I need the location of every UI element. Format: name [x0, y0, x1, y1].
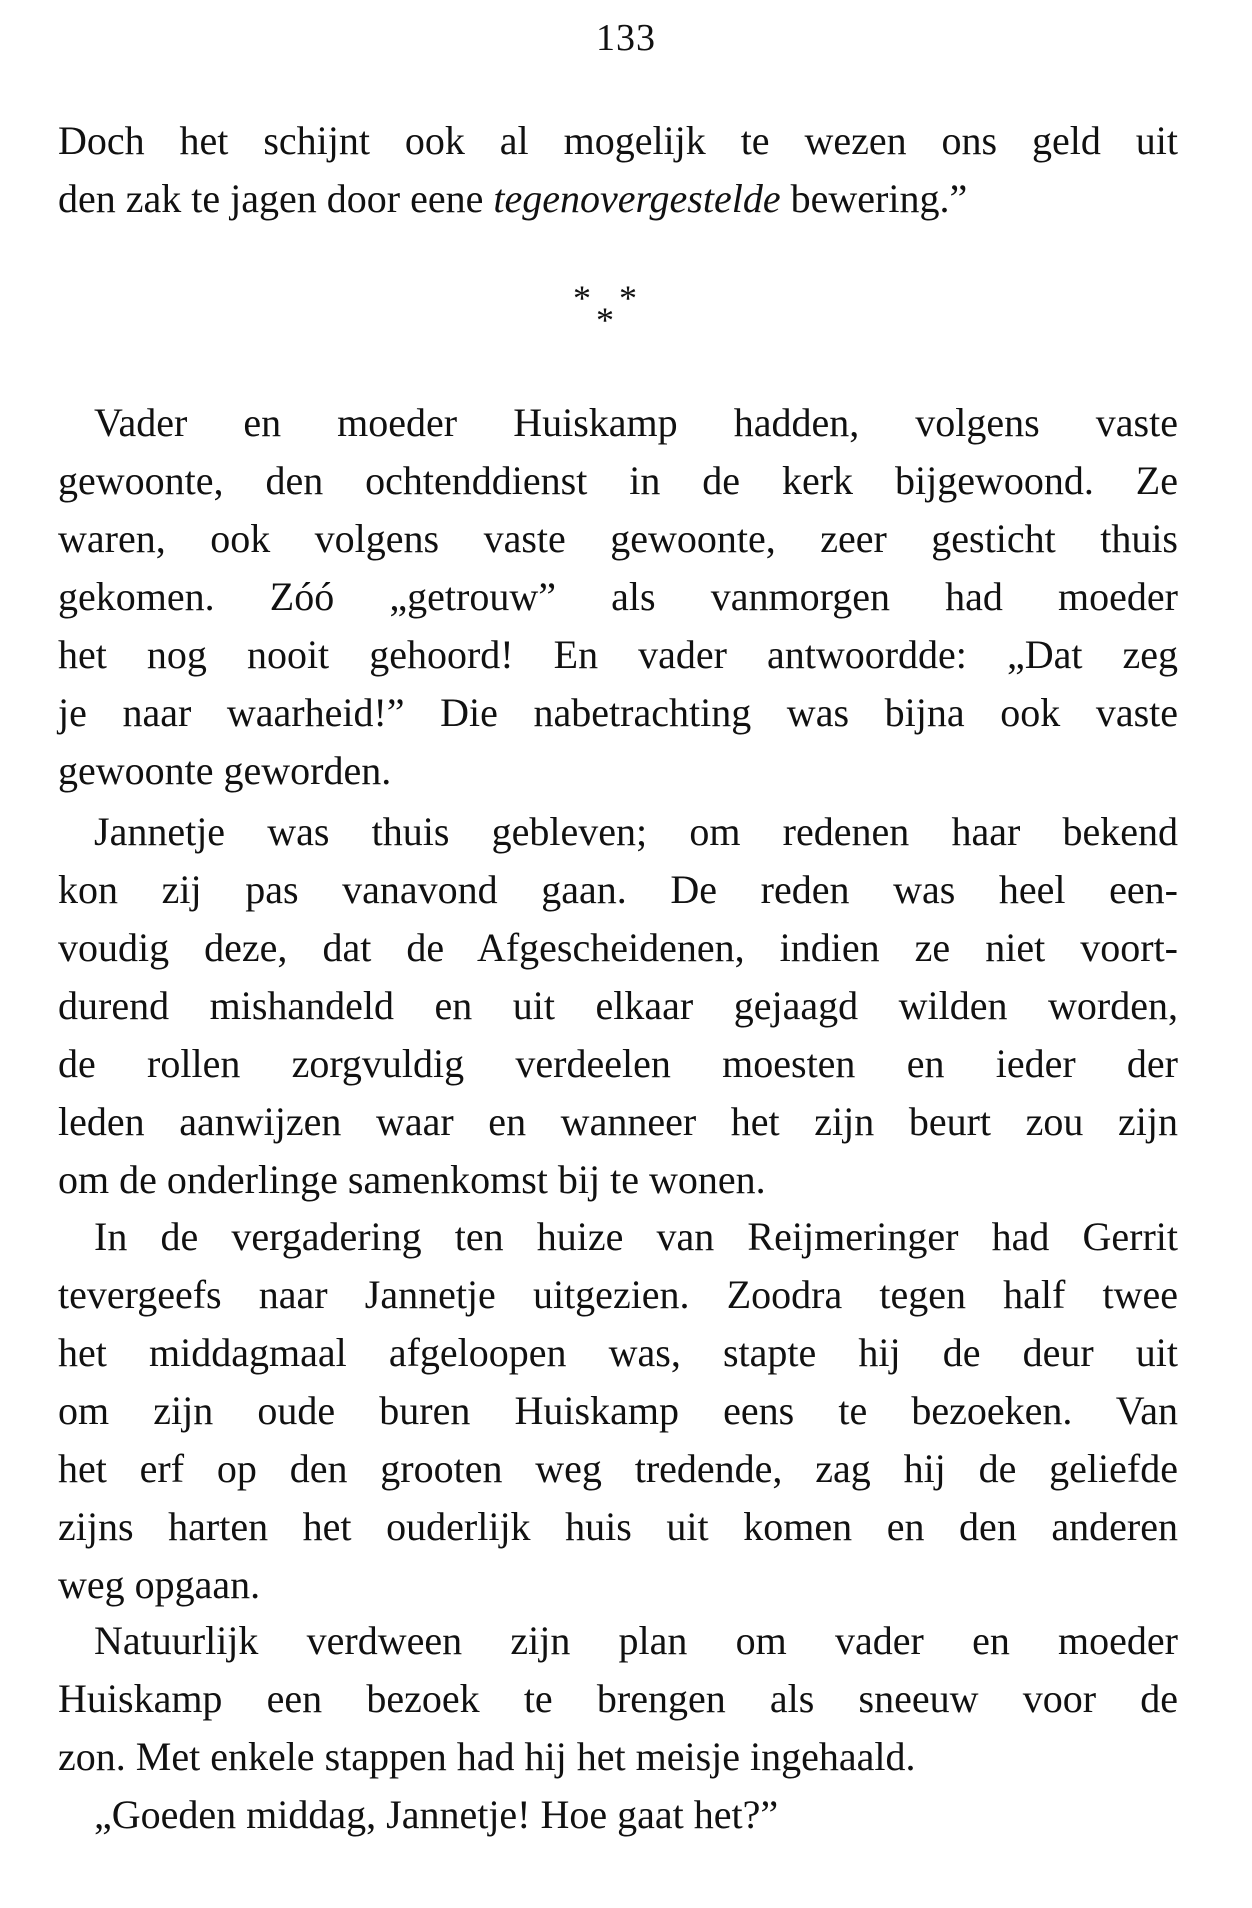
paragraph-6: [58, 1786, 1178, 1844]
page-number: 133: [596, 17, 656, 59]
asterisk-mark: *: [573, 278, 591, 318]
text-line: waren, ook volgens vaste gewoonte, zeer gesticht thuis: [58, 516, 1178, 561]
text-line: tevergeefs naar Jannetje uitgezien. Zoodra tegen half twee: [58, 1272, 1178, 1317]
asterisk-mark: *: [596, 300, 614, 340]
paragraph-3: [58, 803, 1178, 1209]
text-line: gewoonte, den ochtenddienst in de kerk bijgewoond. Ze: [58, 458, 1178, 503]
paragraph-4: [58, 1208, 1178, 1614]
text-line: het nog nooit gehoord! En vader antwoordde: „Dat zeg: [58, 632, 1178, 677]
paragraph-2: [58, 394, 1178, 800]
text-line: Vader en moeder Huiskamp hadden, volgens vaste: [94, 400, 1178, 445]
paragraph-5: [58, 1612, 1178, 1786]
paragraph-1: [58, 112, 1178, 228]
text-line: de rollen zorgvuldig verdeelen moesten en ieder der: [58, 1041, 1178, 1086]
text-line: den zak te jagen door eene tegenovergestelde bewering.”: [58, 176, 968, 221]
section-divider: [0, 280, 1252, 340]
text-line: leden aanwijzen waar en wanneer het zijn beurt zou zijn: [58, 1099, 1178, 1144]
text-line: weg opgaan.: [58, 1562, 261, 1607]
emphasized-word: tegenovergestelde: [493, 176, 781, 221]
text-line: Jannetje was thuis gebleven; om redenen haar bekend: [94, 809, 1178, 854]
text-line: om zijn oude buren Huiskamp eens te bezoeken. Van: [58, 1388, 1178, 1433]
text-line: zon. Met enkele stappen had hij het meisje ingehaald.: [58, 1734, 916, 1779]
text-line: durend mishandeld en uit elkaar gejaagd wilden worden,: [58, 983, 1178, 1028]
text-line: voudig deze, dat de Afgescheidenen, indien ze niet voort-: [58, 925, 1178, 970]
text-line: om de onderlinge samenkomst bij te wonen.: [58, 1157, 766, 1202]
text-line: kon zij pas vanavond gaan. De reden was heel een-: [58, 867, 1178, 912]
text-line: je naar waarheid!” Die nabetrachting was bijna ook vaste: [58, 690, 1178, 735]
text-line: het middagmaal afgeloopen was, stapte hij de deur uit: [58, 1330, 1178, 1375]
text-line: „Goeden middag, Jannetje! Hoe gaat het?”: [94, 1792, 779, 1837]
asterisk-mark: *: [619, 278, 637, 318]
text-line: gewoonte geworden.: [58, 748, 392, 793]
text-line: Doch het schijnt ook al mogelijk te wezen ons geld uit: [58, 118, 1178, 163]
text-line: Huiskamp een bezoek te brengen als sneeuw voor de: [58, 1676, 1178, 1721]
text-line: Natuurlijk verdween zijn plan om vader en moeder: [94, 1618, 1178, 1663]
text-line: zijns harten het ouderlijk huis uit komen en den anderen: [58, 1504, 1178, 1549]
text-line: gekomen. Zóó „getrouw” als vanmorgen had moeder: [58, 574, 1178, 619]
text-line: het erf op den grooten weg tredende, zag hij de geliefde: [58, 1446, 1178, 1491]
text-line: In de vergadering ten huize van Reijmeringer had Gerrit: [94, 1214, 1178, 1259]
